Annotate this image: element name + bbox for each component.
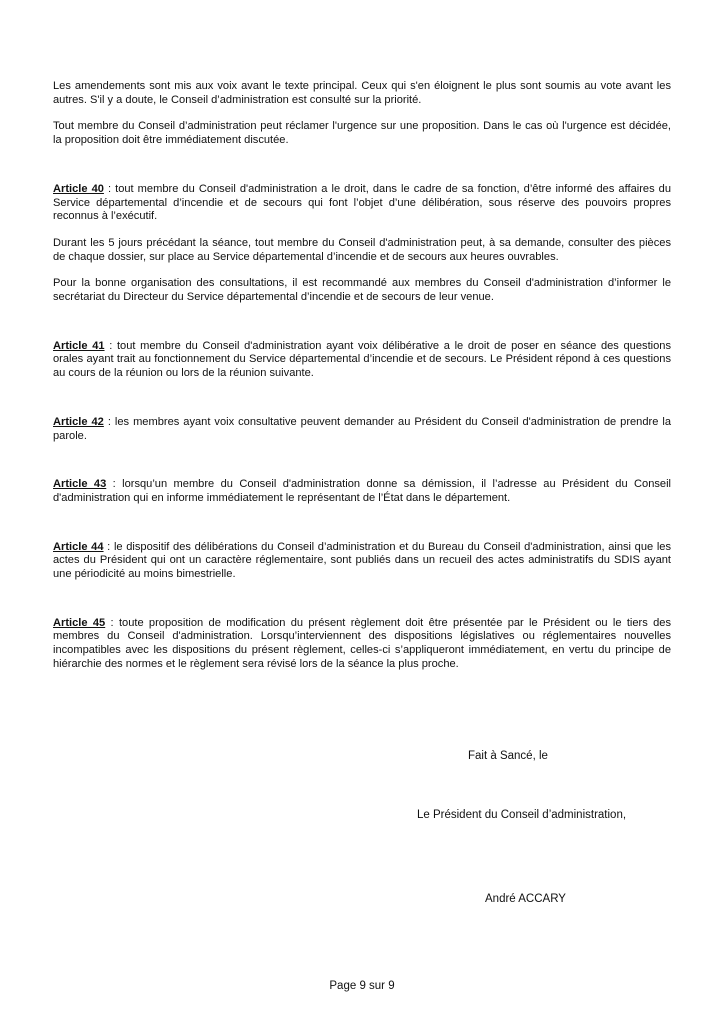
document-body <box>53 80 671 672</box>
article-40-text: tout membre du Conseil d'administration a le droit, dans le cadre de sa fonction, d’être informé des affaires du Service départemental d’incendie et de secours qui font l’objet d’une délibération, sous réserve des pouvoirs propres reconnus à l’exécutif. <box>53 182 672 223</box>
paragraph-urgence: Tout membre du Conseil d’administration peut réclamer l'urgence sur une proposition. Dans le cas où l'urgence est décidée, la proposition doit être immédiatement discutée. <box>53 120 671 147</box>
article-45-label: Article 45 <box>53 616 106 629</box>
article-43-label: Article 43 <box>53 478 107 491</box>
article-41-text: tout membre du Conseil d'administration ayant voix délibérative a le droit de poser en séance des questions orales ayant trait au fonctionnement du Service départemental d’incendie et de secours. Le Président répond à ces questions au cours de la réunion ou lors de la réunion suivante. <box>53 339 671 380</box>
article-40-label: Article 40 <box>53 182 104 195</box>
article-40 <box>53 183 671 224</box>
article-44 <box>53 541 671 582</box>
article-42 <box>53 416 671 443</box>
article-40-paragraph-2: Durant les 5 jours précédant la séance, tout membre du Conseil d'administration peut, à sa demande, consulter des pièces de chaque dossier, sur place au Service départemental d’incendie et de secours aux heures ouvrables. <box>53 236 671 263</box>
article-44-text: le dispositif des délibérations du Conseil d’administration et du Bureau du Conseil d'administration, ainsi que les actes du Président qui ont un caractère réglementaire, sont publiés dans un recueil des actes administratifs du SDIS ayant une périodicité au moins bimestrielle. <box>53 540 672 581</box>
article-45-separator: : <box>105 616 119 629</box>
signature-title: Le Président du Conseil d’administration, <box>417 809 627 821</box>
article-44-label: Article 44 <box>53 540 104 553</box>
page-number: Page 9 sur 9 <box>329 980 395 992</box>
article-42-label: Article 42 <box>53 415 104 428</box>
article-43-separator: : <box>106 478 123 491</box>
signature-place-date: Fait à Sancé, le <box>468 750 548 762</box>
article-44-separator: : <box>103 540 114 553</box>
article-42-separator: : <box>103 415 115 428</box>
article-43-text: lorsqu’un membre du Conseil d'administration donne sa démission, il l’adresse au Président du Conseil d'administration qui en informe immédiatement le représentant de l’État dans le département. <box>53 478 672 504</box>
article-41-separator: : <box>104 339 117 352</box>
signature-name: André ACCARY <box>485 893 566 905</box>
article-41-label: Article 41 <box>53 339 105 352</box>
paragraph-amendements: Les amendements sont mis aux voix avant le texte principal. Ceux qui s'en éloignent le plus sont soumis au vote avant les autres. S'il y a doute, le Conseil d’administration est consulté sur la priorité. <box>53 80 671 106</box>
article-41 <box>53 340 671 381</box>
article-43 <box>53 478 671 505</box>
article-45-text: toute proposition de modification du présent règlement doit être présentée par le Président ou le tiers des membres du Conseil d'administration. Lorsqu’interviennent des dispositions législatives ou réglementaires nouvelles incompatibles avec les dispositions du présent règlement, celles-ci s’appliqueront immédiatement, en vertu du principe de hiérarchie des normes et le règlement sera révisé lors de la séance la plus proche. <box>53 616 672 670</box>
article-42-text: les membres ayant voix consultative peuvent demander au Président du Conseil d'administration de prendre la parole. <box>53 415 672 442</box>
article-45 <box>53 617 671 672</box>
article-40-separator: : <box>103 182 116 195</box>
article-40-paragraph-3: Pour la bonne organisation des consultations, il est recommandé aux membres du Conseil d'administration d’informer le secrétariat du Directeur du Service départemental d’incendie et de secours de leur venue. <box>53 277 671 304</box>
